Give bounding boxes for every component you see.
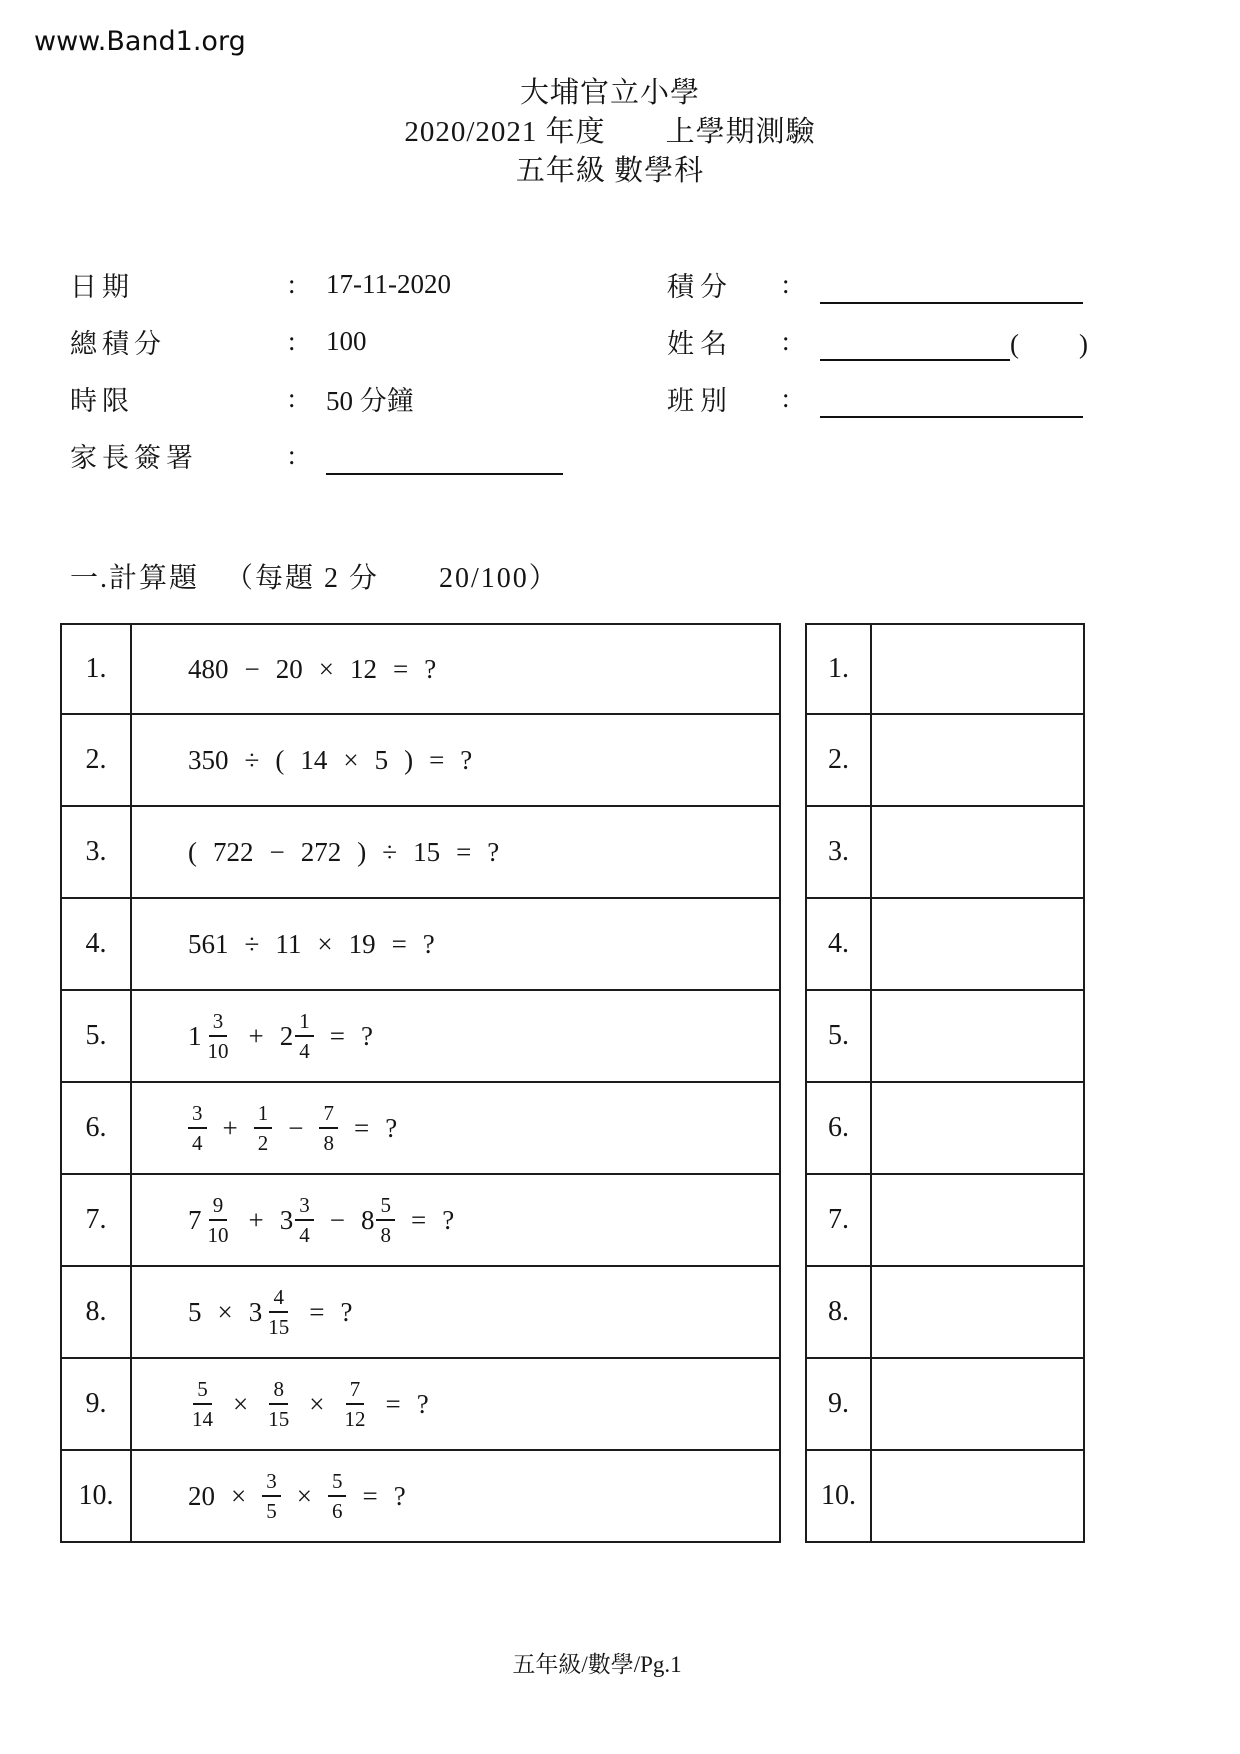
equation-token: × bbox=[343, 744, 359, 775]
fraction bbox=[376, 1194, 395, 1246]
info-row-left bbox=[70, 370, 563, 427]
section-heading bbox=[70, 556, 559, 596]
section-title: 一.計算題 bbox=[70, 563, 200, 594]
equation-token: × bbox=[318, 653, 334, 684]
question-equation bbox=[130, 1267, 781, 1359]
table-gap bbox=[781, 623, 805, 715]
fraction-numerator: 3 bbox=[262, 1470, 281, 1497]
answer-blank-cell bbox=[872, 807, 1085, 899]
questions-table bbox=[60, 623, 1085, 1543]
equation-token: = bbox=[456, 836, 472, 867]
question-row bbox=[60, 991, 1085, 1083]
equation-token: = bbox=[385, 1388, 401, 1419]
question-number: 4. bbox=[60, 899, 130, 991]
info-row-left bbox=[70, 313, 563, 370]
equation-token: ? bbox=[460, 744, 473, 775]
mixed-number bbox=[280, 1194, 314, 1246]
equation-token: × bbox=[296, 1480, 312, 1511]
write-in-blank-line bbox=[820, 278, 1083, 304]
info-column-left bbox=[70, 256, 563, 484]
question-equation bbox=[130, 715, 781, 807]
table-gap bbox=[781, 1083, 805, 1175]
fraction-denominator: 15 bbox=[268, 1407, 290, 1431]
fraction bbox=[188, 1378, 217, 1430]
answer-number: 1. bbox=[805, 623, 872, 715]
equation-token: − bbox=[288, 1112, 304, 1143]
info-colon: : bbox=[782, 326, 790, 356]
question-number: 7. bbox=[60, 1175, 130, 1267]
fraction-denominator: 5 bbox=[266, 1499, 277, 1523]
answer-blank-cell bbox=[872, 1451, 1085, 1543]
equation-token: 11 bbox=[275, 928, 302, 959]
question-row bbox=[60, 1175, 1085, 1267]
question-equation bbox=[130, 991, 781, 1083]
fraction-numerator: 7 bbox=[319, 1102, 338, 1129]
mixed-number bbox=[188, 1010, 233, 1062]
table-gap bbox=[781, 1175, 805, 1267]
info-row-left bbox=[70, 427, 563, 484]
equation-token: × bbox=[233, 1388, 249, 1419]
question-equation bbox=[130, 1359, 781, 1451]
info-label: 積分 bbox=[667, 272, 733, 302]
mixed-number bbox=[249, 1286, 294, 1338]
info-colon: : bbox=[288, 383, 296, 413]
fraction-denominator: 8 bbox=[380, 1223, 391, 1247]
equation-token: ( bbox=[188, 836, 197, 867]
question-equation bbox=[130, 899, 781, 991]
fraction bbox=[262, 1470, 281, 1522]
fraction-numerator: 3 bbox=[295, 1194, 314, 1221]
answer-blank-cell bbox=[872, 715, 1085, 807]
equation-token: = bbox=[353, 1112, 370, 1143]
info-label: 班別 bbox=[667, 386, 733, 416]
fraction bbox=[204, 1194, 233, 1246]
fraction-denominator: 15 bbox=[268, 1315, 290, 1339]
equation-token: 5 bbox=[188, 1296, 202, 1327]
equation-token: = bbox=[329, 1020, 345, 1051]
equation-token: ? bbox=[416, 1388, 429, 1419]
answer-number: 7. bbox=[805, 1175, 872, 1267]
table-gap bbox=[781, 1359, 805, 1451]
fraction-denominator: 4 bbox=[192, 1131, 203, 1155]
fraction bbox=[264, 1378, 293, 1430]
write-in-blank-line bbox=[820, 335, 1010, 361]
fraction-denominator: 4 bbox=[299, 1223, 310, 1247]
header-block bbox=[0, 74, 1220, 191]
fraction bbox=[340, 1378, 369, 1430]
question-number: 5. bbox=[60, 991, 130, 1083]
equation-token: 12 bbox=[349, 653, 377, 684]
answer-number: 4. bbox=[805, 899, 872, 991]
info-row-left bbox=[70, 256, 563, 313]
equation-token: ? bbox=[360, 1020, 373, 1051]
info-colon: : bbox=[288, 269, 296, 299]
equation-token: 15 bbox=[413, 836, 441, 867]
fraction-numerator: 7 bbox=[346, 1378, 365, 1405]
info-colon: : bbox=[288, 326, 296, 356]
whole-number: 3 bbox=[248, 1296, 263, 1327]
fraction bbox=[264, 1286, 293, 1338]
info-label: 家長簽署 bbox=[70, 443, 198, 473]
equation-token: ÷ bbox=[382, 836, 398, 867]
fraction-denominator: 2 bbox=[257, 1131, 269, 1155]
equation-token: ? bbox=[442, 1204, 455, 1235]
equation-token: = bbox=[410, 1204, 427, 1235]
question-row bbox=[60, 1359, 1085, 1451]
equation-token: 722 bbox=[213, 836, 254, 867]
mixed-number bbox=[361, 1194, 395, 1246]
fraction-denominator: 6 bbox=[331, 1499, 343, 1523]
question-row bbox=[60, 623, 1085, 715]
info-colon: : bbox=[782, 383, 790, 413]
table-gap bbox=[781, 807, 805, 899]
question-number: 9. bbox=[60, 1359, 130, 1451]
table-gap bbox=[781, 715, 805, 807]
equation-token: ? bbox=[393, 1480, 406, 1511]
equation-token: − bbox=[244, 653, 260, 684]
mixed-number bbox=[280, 1010, 314, 1062]
equation-token: 272 bbox=[300, 836, 342, 867]
question-row bbox=[60, 1083, 1085, 1175]
fraction bbox=[254, 1102, 273, 1154]
answer-blank-cell bbox=[872, 1175, 1085, 1267]
equation-token: 561 bbox=[188, 928, 229, 959]
fraction bbox=[319, 1102, 338, 1154]
info-column-right bbox=[667, 256, 1090, 427]
equation-token: 480 bbox=[188, 653, 229, 684]
grade-subject: 五年級 數學科 bbox=[515, 155, 705, 187]
fraction-denominator: 10 bbox=[207, 1223, 229, 1247]
table-gap bbox=[781, 991, 805, 1083]
exam-term: 2020/2021 年度 上學期測驗 bbox=[404, 116, 816, 148]
equation-token: = bbox=[392, 653, 409, 684]
table-gap bbox=[781, 899, 805, 991]
fraction-numerator: 4 bbox=[269, 1286, 288, 1313]
info-value: 100 bbox=[326, 326, 367, 356]
watermark-text: www.Band1.org bbox=[34, 26, 246, 57]
info-row-right bbox=[667, 256, 1090, 313]
equation-token: 19 bbox=[348, 928, 376, 959]
fraction-denominator: 12 bbox=[344, 1407, 366, 1431]
question-equation bbox=[130, 1175, 781, 1267]
answer-blank-cell bbox=[872, 623, 1085, 715]
question-row bbox=[60, 1451, 1085, 1543]
whole-number: 8 bbox=[360, 1204, 375, 1235]
whole-number: 3 bbox=[279, 1204, 294, 1235]
whole-number: 1 bbox=[188, 1020, 202, 1051]
table-gap bbox=[781, 1267, 805, 1359]
equation-token: 20 bbox=[188, 1480, 215, 1511]
fraction-numerator: 3 bbox=[188, 1102, 207, 1129]
equation-token: − bbox=[329, 1204, 345, 1235]
equation-token: × bbox=[309, 1388, 325, 1419]
equation-token: = bbox=[309, 1296, 325, 1327]
equation-token: ÷ bbox=[244, 928, 260, 959]
answer-blank-cell bbox=[872, 899, 1085, 991]
fraction-numerator: 3 bbox=[209, 1010, 228, 1037]
equation-token: = bbox=[429, 744, 445, 775]
write-in-blank-line bbox=[326, 449, 563, 475]
equation-token: × bbox=[317, 928, 333, 959]
answer-number: 6. bbox=[805, 1083, 872, 1175]
question-row bbox=[60, 807, 1085, 899]
info-row-right bbox=[667, 370, 1090, 427]
question-row bbox=[60, 899, 1085, 991]
fraction-numerator: 5 bbox=[376, 1194, 395, 1221]
equation-token: + bbox=[222, 1112, 238, 1143]
equation-token: × bbox=[231, 1480, 247, 1511]
answer-number: 2. bbox=[805, 715, 872, 807]
fraction-denominator: 8 bbox=[323, 1131, 334, 1155]
answer-number: 5. bbox=[805, 991, 872, 1083]
equation-token: ) bbox=[404, 744, 414, 775]
info-colon: : bbox=[782, 269, 790, 299]
fraction-numerator: 1 bbox=[254, 1102, 273, 1129]
table-gap bbox=[781, 1451, 805, 1543]
fraction bbox=[295, 1010, 314, 1062]
equation-token: ( bbox=[275, 744, 285, 775]
mixed-number bbox=[188, 1194, 233, 1246]
info-value: 17-11-2020 bbox=[326, 269, 451, 299]
fraction-numerator: 8 bbox=[269, 1378, 288, 1405]
name-class-parentheses: ( ) bbox=[1010, 329, 1090, 359]
answer-blank-cell bbox=[872, 1359, 1085, 1451]
info-colon: : bbox=[288, 440, 296, 470]
question-row bbox=[60, 1267, 1085, 1359]
question-number: 6. bbox=[60, 1083, 130, 1175]
fraction-denominator: 14 bbox=[192, 1407, 213, 1431]
equation-token: 20 bbox=[275, 653, 303, 684]
answer-number: 8. bbox=[805, 1267, 872, 1359]
equation-token: 5 bbox=[374, 744, 389, 775]
question-equation bbox=[130, 1083, 781, 1175]
question-equation bbox=[130, 623, 781, 715]
equation-token: ? bbox=[424, 653, 437, 684]
fraction-numerator: 9 bbox=[209, 1194, 228, 1221]
write-in-blank-line bbox=[820, 392, 1083, 418]
whole-number: 7 bbox=[188, 1204, 202, 1235]
info-form bbox=[0, 256, 1240, 488]
equation-token: 14 bbox=[300, 744, 328, 775]
fraction bbox=[328, 1470, 347, 1522]
answer-number: 10. bbox=[805, 1451, 872, 1543]
equation-token: ? bbox=[385, 1112, 398, 1143]
fraction-numerator: 5 bbox=[328, 1470, 347, 1497]
equation-token: + bbox=[248, 1020, 264, 1051]
equation-token: + bbox=[248, 1204, 264, 1235]
answer-blank-cell bbox=[872, 1267, 1085, 1359]
equation-token: ? bbox=[487, 836, 500, 867]
question-number: 8. bbox=[60, 1267, 130, 1359]
answer-number: 9. bbox=[805, 1359, 872, 1451]
answer-blank-cell bbox=[872, 1083, 1085, 1175]
fraction bbox=[188, 1102, 207, 1154]
question-equation bbox=[130, 1451, 781, 1543]
equation-token: = bbox=[362, 1480, 378, 1511]
info-label: 姓名 bbox=[667, 329, 733, 359]
answer-number: 3. bbox=[805, 807, 872, 899]
question-row bbox=[60, 715, 1085, 807]
section-note: （每題 2 分 20/100） bbox=[225, 563, 559, 594]
fraction-numerator: 1 bbox=[295, 1010, 314, 1037]
info-label: 總積分 bbox=[70, 329, 166, 359]
question-number: 2. bbox=[60, 715, 130, 807]
info-value: 50 分鐘 bbox=[326, 386, 414, 416]
equation-token: ? bbox=[422, 928, 435, 959]
school-name: 大埔官立小學 bbox=[519, 77, 700, 109]
equation-token: 350 bbox=[188, 744, 229, 775]
fraction bbox=[295, 1194, 314, 1246]
question-equation bbox=[130, 807, 781, 899]
equation-token: ? bbox=[340, 1296, 353, 1327]
fraction-numerator: 5 bbox=[193, 1378, 212, 1405]
equation-token: ÷ bbox=[244, 744, 260, 775]
info-row-right bbox=[667, 313, 1090, 370]
info-label: 時限 bbox=[70, 386, 134, 416]
equation-token: = bbox=[391, 928, 407, 959]
page-footer: 五年級/數學/Pg.1 bbox=[512, 1652, 682, 1677]
answer-blank-cell bbox=[872, 991, 1085, 1083]
question-number: 1. bbox=[60, 623, 130, 715]
fraction bbox=[204, 1010, 233, 1062]
equation-token: ) bbox=[357, 836, 367, 867]
equation-token: − bbox=[269, 836, 285, 867]
question-number: 3. bbox=[60, 807, 130, 899]
fraction-denominator: 4 bbox=[299, 1039, 310, 1063]
whole-number: 2 bbox=[279, 1020, 294, 1051]
question-number: 10. bbox=[60, 1451, 130, 1543]
info-label: 日期 bbox=[70, 272, 134, 302]
fraction-denominator: 10 bbox=[207, 1039, 229, 1063]
equation-token: × bbox=[217, 1296, 233, 1327]
